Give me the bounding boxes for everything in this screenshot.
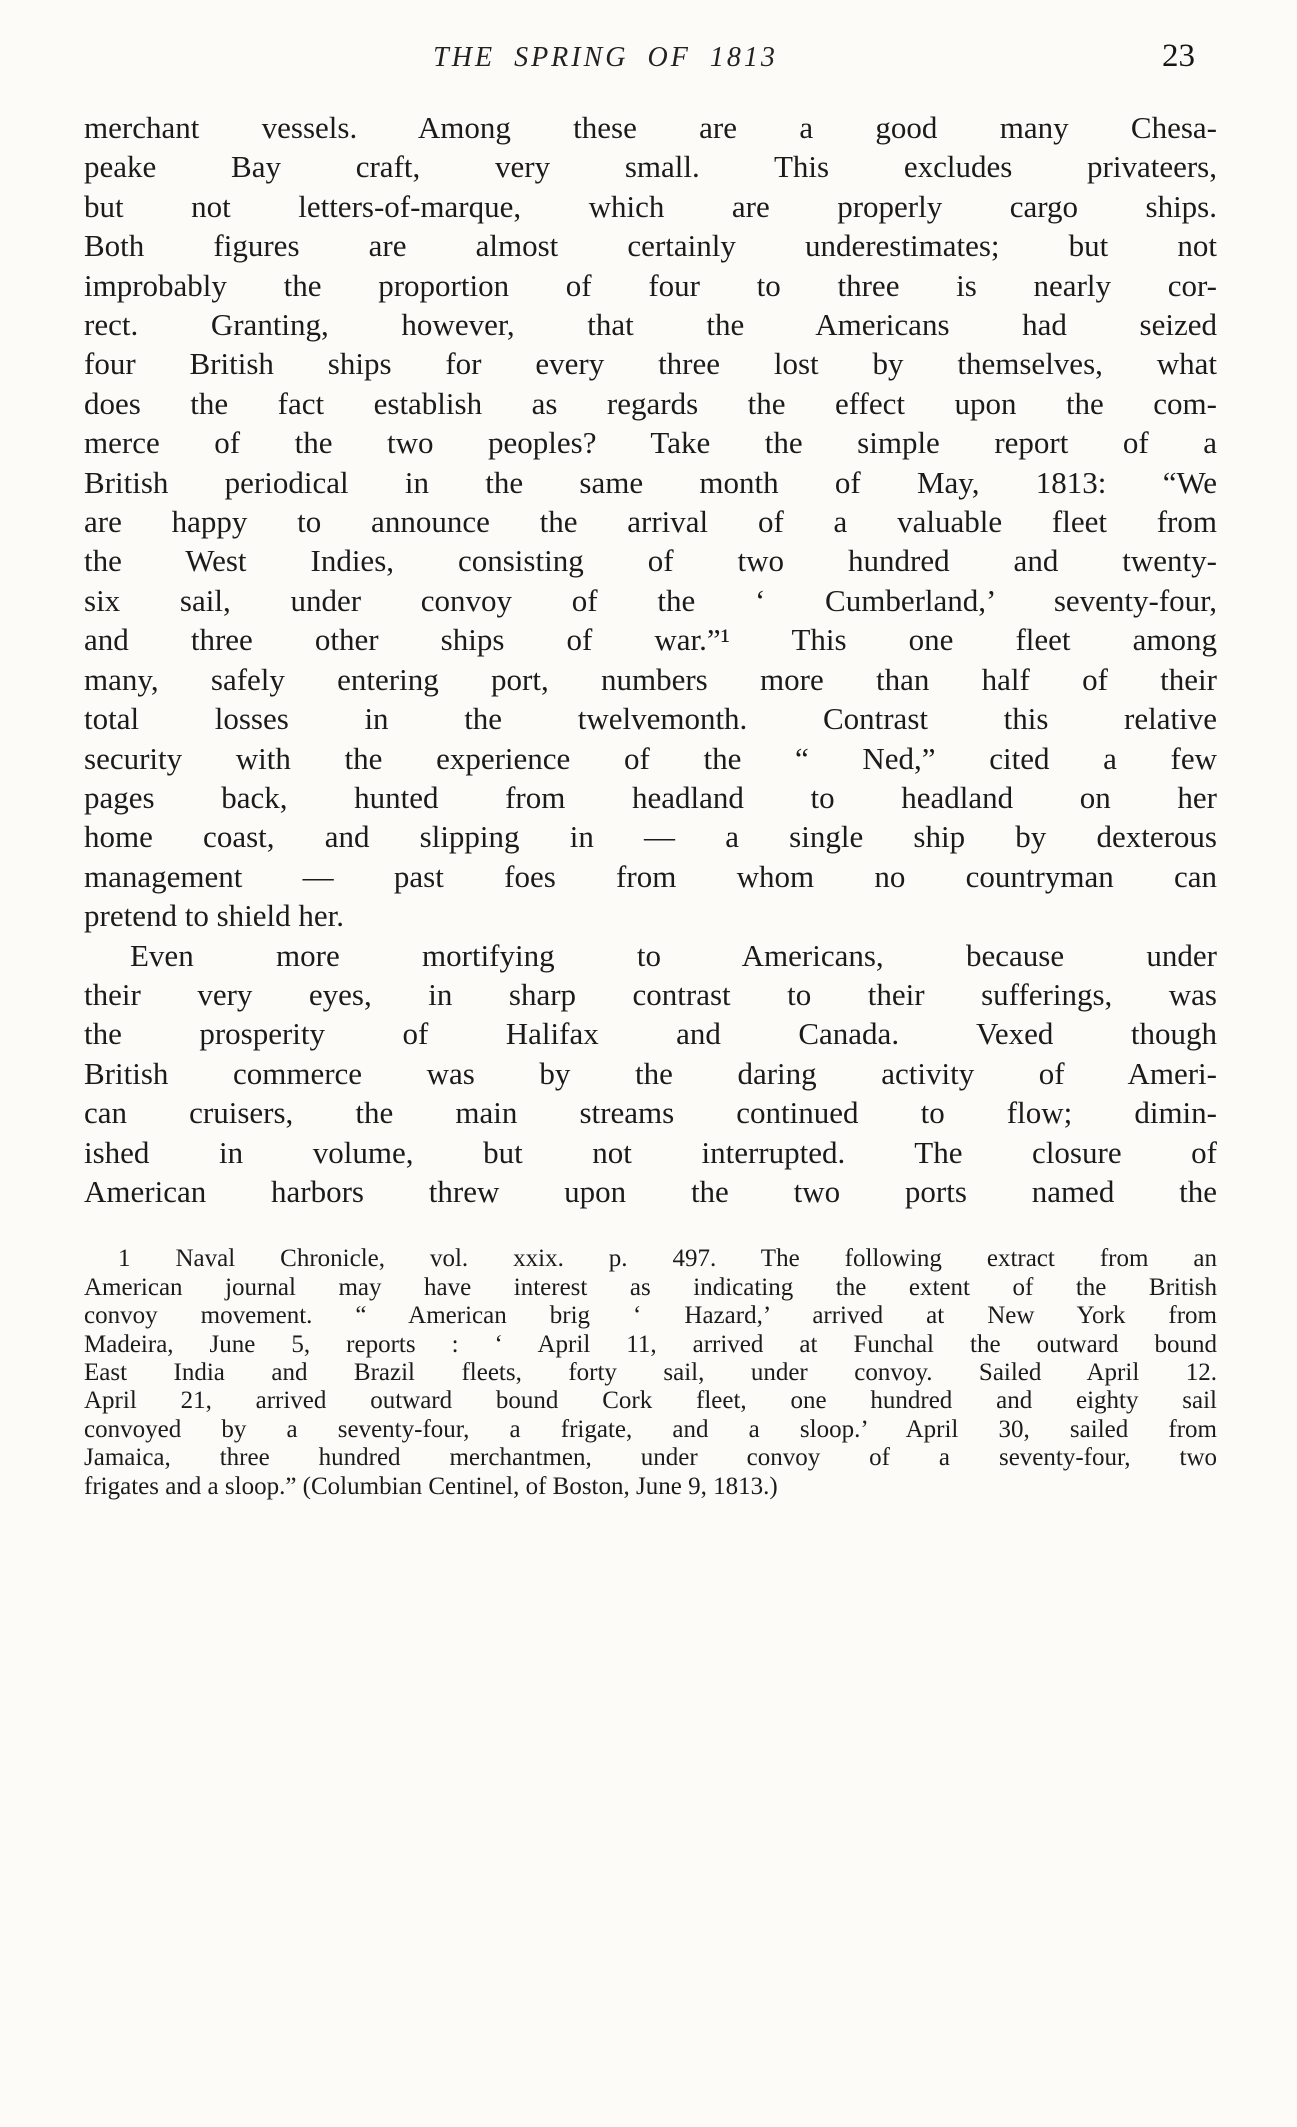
- paragraph-continuation: [84, 108, 1217, 936]
- text-line: many, safely entering port, numbers more than half of their: [84, 661, 1217, 697]
- text-line: their very eyes, in sharp contrast to their sufferings, was: [84, 976, 1217, 1012]
- text-line: can cruisers, the main streams continued to flow; dimin-: [84, 1095, 1217, 1131]
- paragraph: [84, 936, 1217, 1212]
- text-line: peake Bay craft, very small. This excludes privateers,: [84, 149, 1217, 185]
- footnote-paragraph: [84, 1245, 1217, 1501]
- text-line: are happy to announce the arrival of a valuable fleet from: [84, 504, 1217, 540]
- text-line: pretend to shield her.: [84, 898, 344, 934]
- text-line: ished in volume, but not interrupted. The closure of: [84, 1134, 1217, 1170]
- text-line: American harbors threw upon the two ports named the: [84, 1173, 1217, 1209]
- text-line: 1 Naval Chronicle, vol. xxix. p. 497. The following extract from an: [118, 1245, 1217, 1273]
- text-line: does the fact establish as regards the effect upon the com-: [84, 385, 1217, 421]
- text-line: pages back, hunted from headland to headland on her: [84, 779, 1217, 815]
- text-line: frigates and a sloop.” (Columbian Centinel, of Boston, June 9, 1813.): [84, 1472, 778, 1500]
- text-line: Jamaica, three hundred merchantmen, under convoy of a seventy-four, two: [84, 1444, 1217, 1472]
- text-line: the prosperity of Halifax and Canada. Vexed though: [84, 1016, 1217, 1052]
- text-line: British commerce was by the daring activity of Ameri-: [84, 1055, 1217, 1091]
- text-line: convoy movement. “ American brig ‘ Hazard,’ arrived at New York from: [84, 1302, 1217, 1330]
- text-line: total losses in the twelvemonth. Contrast this relative: [84, 701, 1217, 737]
- body-text: [84, 108, 1217, 1211]
- text-line: the West Indies, consisting of two hundred and twenty-: [84, 543, 1217, 579]
- text-line: security with the experience of the “ Ned,” cited a few: [84, 740, 1217, 776]
- text-line: six sail, under convoy of the ‘ Cumberland,’ seventy-four,: [84, 582, 1217, 618]
- text-line: rect. Granting, however, that the Americans had seized: [84, 307, 1217, 343]
- text-line: home coast, and slipping in — a single ship by dexterous: [84, 819, 1217, 855]
- text-line: management — past foes from whom no countryman can: [84, 858, 1217, 894]
- page-header: [84, 40, 1217, 82]
- text-line: April 21, arrived outward bound Cork fleet, one hundred and eighty sail: [84, 1387, 1217, 1415]
- text-line: and three other ships of war.”¹ This one fleet among: [84, 622, 1217, 658]
- text-line: convoyed by a seventy-four, a frigate, and a sloop.’ April 30, sailed from: [84, 1415, 1217, 1443]
- text-line: American journal may have interest as indicating the extent of the British: [84, 1273, 1217, 1301]
- text-line: merchant vessels. Among these are a good many Chesa-: [84, 110, 1217, 145]
- text-line: British periodical in the same month of May, 1813: “We: [84, 464, 1217, 500]
- text-line: improbably the proportion of four to three is nearly cor-: [84, 267, 1217, 303]
- page-number: 23: [1162, 38, 1195, 74]
- text-line: Both figures are almost certainly underestimates; but not: [84, 228, 1217, 264]
- footnote: [84, 1245, 1217, 1501]
- text-line: but not letters-of-marque, which are properly cargo ships.: [84, 188, 1217, 224]
- text-line: merce of the two peoples? Take the simple report of a: [84, 425, 1217, 461]
- text-line: four British ships for every three lost by themselves, what: [84, 346, 1217, 382]
- text-line: Even more mortifying to Americans, because under: [130, 937, 1217, 973]
- text-line: Madeira, June 5, reports : ‘ April 11, arrived at Funchal the outward bound: [84, 1330, 1217, 1358]
- text-line: East India and Brazil fleets, forty sail, under convoy. Sailed April 12.: [84, 1359, 1217, 1386]
- running-title: THE SPRING OF 1813: [433, 42, 778, 73]
